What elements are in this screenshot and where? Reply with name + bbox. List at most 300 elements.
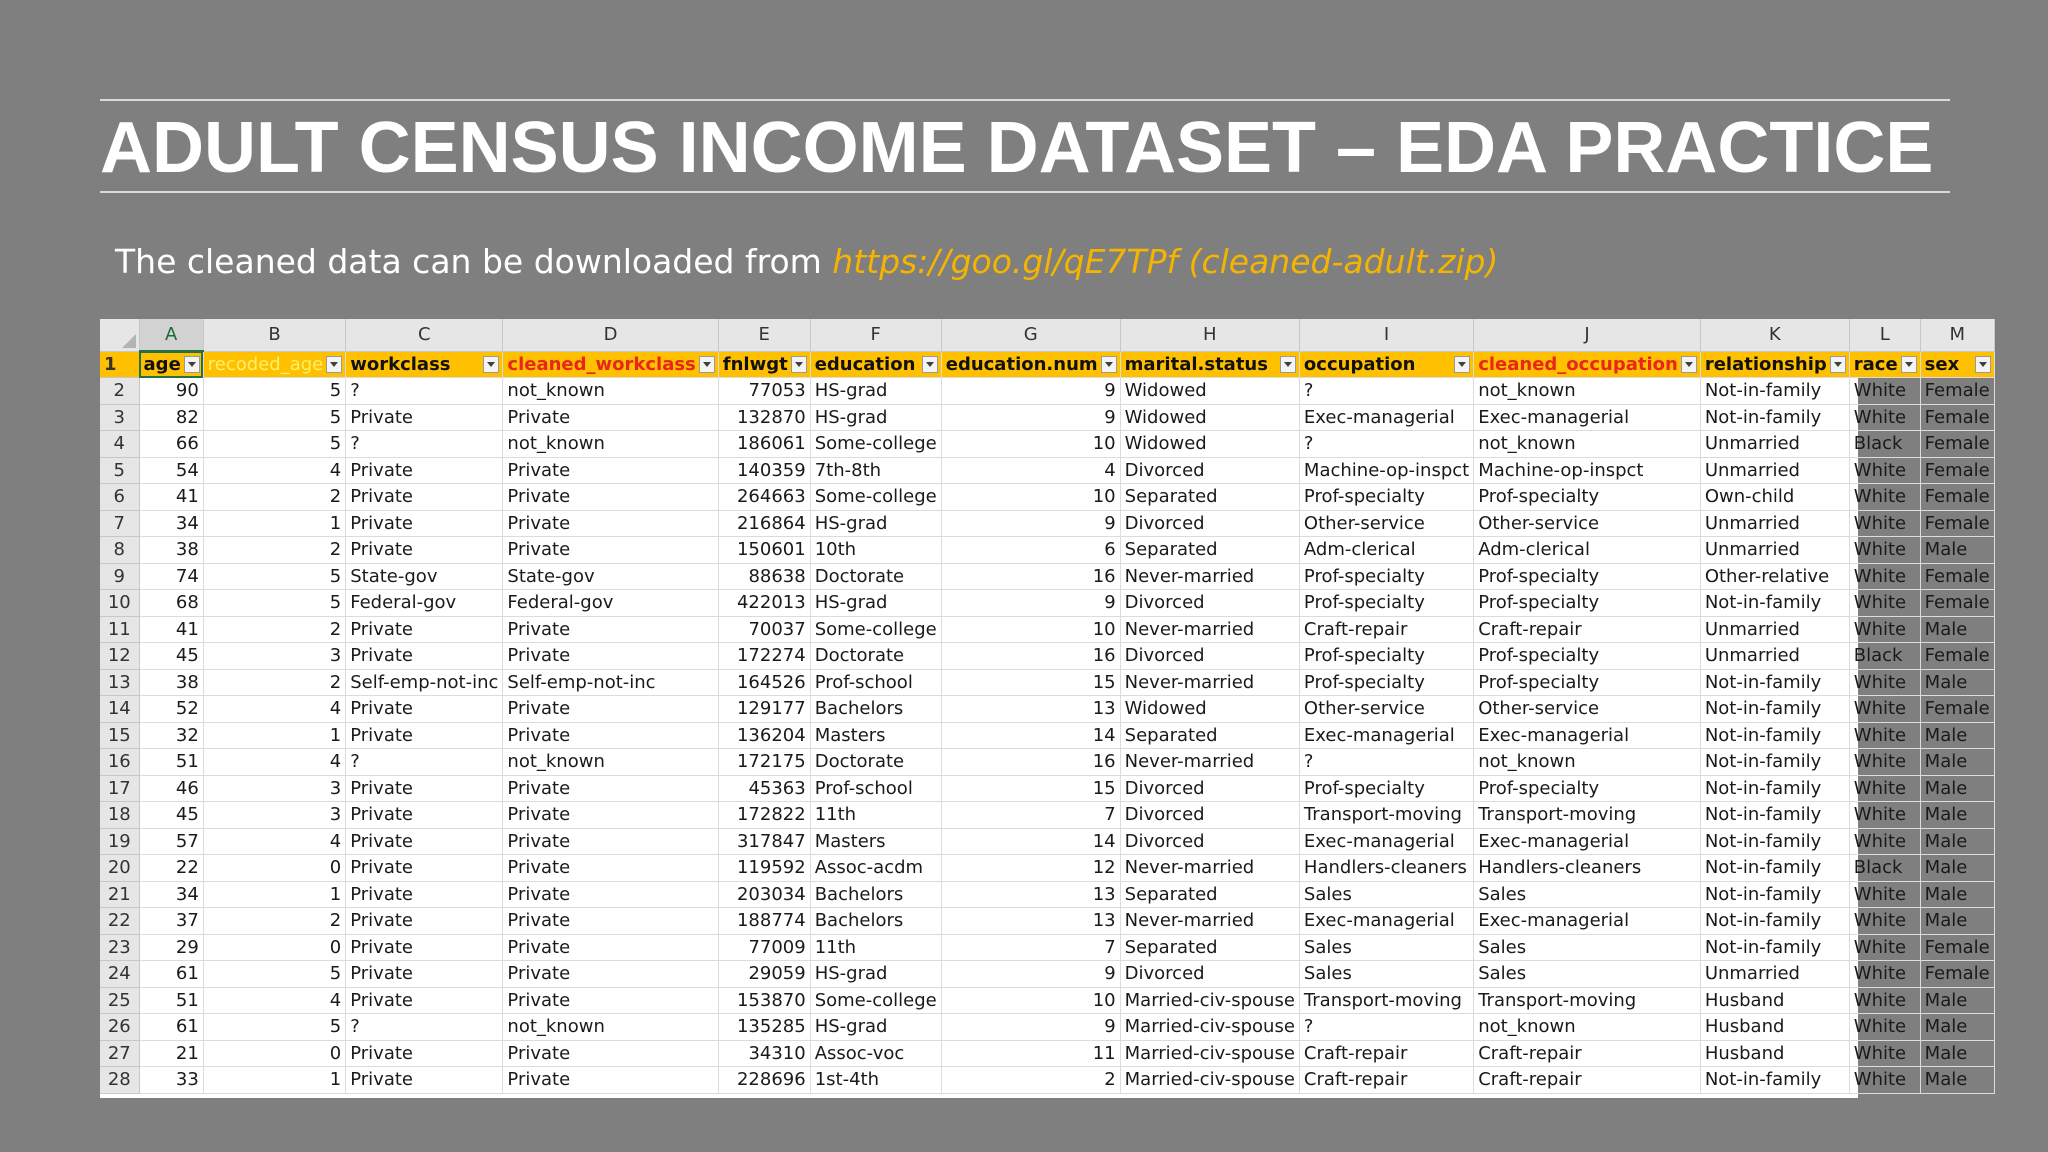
table-cell[interactable]: Married-civ-spouse [1120, 1014, 1299, 1041]
table-cell[interactable]: Male [1920, 987, 1994, 1014]
table-cell[interactable]: Private [503, 881, 718, 908]
table-cell[interactable]: Private [346, 881, 503, 908]
table-cell[interactable]: ? [346, 749, 503, 776]
table-cell[interactable]: Private [503, 457, 718, 484]
table-cell[interactable]: 132870 [718, 404, 810, 431]
table-cell[interactable]: Male [1920, 908, 1994, 935]
table-cell[interactable]: 186061 [718, 431, 810, 458]
header-cell[interactable] [203, 351, 345, 378]
table-cell[interactable]: Sales [1474, 961, 1701, 988]
table-cell[interactable]: 90 [139, 378, 203, 405]
header-cell[interactable] [718, 351, 810, 378]
table-cell[interactable]: Never-married [1120, 908, 1299, 935]
table-cell[interactable]: Male [1920, 616, 1994, 643]
table-cell[interactable]: Private [346, 484, 503, 511]
table-cell[interactable]: not_known [503, 749, 718, 776]
table-cell[interactable]: Female [1920, 431, 1994, 458]
table-cell[interactable]: Female [1920, 563, 1994, 590]
filter-dropdown-button[interactable] [326, 356, 342, 373]
table-cell[interactable]: White [1849, 457, 1920, 484]
table-cell[interactable]: Other-service [1299, 696, 1473, 723]
table-cell[interactable]: 14 [941, 828, 1120, 855]
row-number[interactable]: 27 [100, 1040, 139, 1067]
table-cell[interactable]: HS-grad [810, 510, 941, 537]
table-cell[interactable]: 34 [139, 510, 203, 537]
table-cell[interactable]: 11th [810, 802, 941, 829]
table-cell[interactable]: Husband [1700, 1040, 1849, 1067]
table-cell[interactable]: 10 [941, 987, 1120, 1014]
table-cell[interactable]: Husband [1700, 1014, 1849, 1041]
table-cell[interactable]: Other-service [1474, 510, 1701, 537]
table-cell[interactable]: 45363 [718, 775, 810, 802]
table-cell[interactable]: Separated [1120, 934, 1299, 961]
table-cell[interactable]: Not-in-family [1700, 696, 1849, 723]
table-cell[interactable]: Private [346, 987, 503, 1014]
table-cell[interactable]: Not-in-family [1700, 908, 1849, 935]
table-cell[interactable]: 54 [139, 457, 203, 484]
table-cell[interactable]: Male [1920, 775, 1994, 802]
table-cell[interactable]: Not-in-family [1700, 828, 1849, 855]
table-cell[interactable]: Transport-moving [1474, 802, 1701, 829]
table-cell[interactable]: 9 [941, 590, 1120, 617]
header-cell[interactable] [810, 351, 941, 378]
table-cell[interactable]: 172175 [718, 749, 810, 776]
table-cell[interactable]: White [1849, 749, 1920, 776]
table-cell[interactable]: White [1849, 1067, 1920, 1094]
table-cell[interactable]: Female [1920, 404, 1994, 431]
table-cell[interactable]: 16 [941, 749, 1120, 776]
table-cell[interactable]: Prof-school [810, 669, 941, 696]
table-cell[interactable]: Doctorate [810, 643, 941, 670]
table-cell[interactable]: Not-in-family [1700, 404, 1849, 431]
table-cell[interactable]: Not-in-family [1700, 855, 1849, 882]
table-cell[interactable]: Prof-specialty [1299, 590, 1473, 617]
table-cell[interactable]: Transport-moving [1299, 802, 1473, 829]
table-cell[interactable]: Some-college [810, 987, 941, 1014]
row-number[interactable]: 14 [100, 696, 139, 723]
table-cell[interactable]: Bachelors [810, 881, 941, 908]
table-cell[interactable]: 4 [203, 828, 345, 855]
table-cell[interactable]: Private [503, 934, 718, 961]
table-cell[interactable]: 1 [203, 722, 345, 749]
table-cell[interactable]: Separated [1120, 537, 1299, 564]
table-cell[interactable]: Unmarried [1700, 510, 1849, 537]
filter-dropdown-button[interactable] [483, 356, 499, 373]
table-cell[interactable]: Sales [1299, 881, 1473, 908]
table-cell[interactable]: Divorced [1120, 590, 1299, 617]
table-cell[interactable]: 22 [139, 855, 203, 882]
table-cell[interactable]: 46 [139, 775, 203, 802]
table-cell[interactable]: Black [1849, 855, 1920, 882]
table-cell[interactable]: Divorced [1120, 510, 1299, 537]
table-cell[interactable]: Private [346, 961, 503, 988]
table-cell[interactable]: Private [346, 457, 503, 484]
row-number[interactable]: 25 [100, 987, 139, 1014]
table-cell[interactable]: White [1849, 828, 1920, 855]
column-header[interactable]: G [941, 319, 1120, 351]
table-cell[interactable]: Male [1920, 881, 1994, 908]
table-cell[interactable]: 172822 [718, 802, 810, 829]
table-cell[interactable]: not_known [1474, 1014, 1701, 1041]
table-cell[interactable]: Some-college [810, 616, 941, 643]
table-cell[interactable]: Prof-specialty [1299, 669, 1473, 696]
filter-dropdown-button[interactable] [791, 356, 807, 373]
table-cell[interactable]: 5 [203, 961, 345, 988]
table-cell[interactable]: Private [503, 722, 718, 749]
header-cell[interactable] [1299, 351, 1473, 378]
table-cell[interactable]: Private [346, 722, 503, 749]
table-cell[interactable]: Masters [810, 828, 941, 855]
table-cell[interactable]: Prof-specialty [1474, 590, 1701, 617]
filter-dropdown-button[interactable] [922, 356, 938, 373]
header-cell[interactable] [346, 351, 503, 378]
table-cell[interactable]: Sales [1299, 961, 1473, 988]
table-cell[interactable]: Female [1920, 484, 1994, 511]
table-cell[interactable]: Not-in-family [1700, 934, 1849, 961]
table-cell[interactable]: White [1849, 722, 1920, 749]
table-cell[interactable]: 41 [139, 484, 203, 511]
table-cell[interactable]: 37 [139, 908, 203, 935]
table-cell[interactable]: 3 [203, 643, 345, 670]
table-cell[interactable]: 34310 [718, 1040, 810, 1067]
table-cell[interactable]: Exec-managerial [1299, 404, 1473, 431]
table-cell[interactable]: 2 [203, 669, 345, 696]
table-cell[interactable]: Exec-managerial [1299, 908, 1473, 935]
table-cell[interactable]: Private [346, 908, 503, 935]
column-header[interactable]: C [346, 319, 503, 351]
table-cell[interactable]: 2 [203, 908, 345, 935]
table-cell[interactable]: Transport-moving [1474, 987, 1701, 1014]
table-cell[interactable]: HS-grad [810, 1014, 941, 1041]
row-number[interactable]: 19 [100, 828, 139, 855]
table-cell[interactable]: 6 [941, 537, 1120, 564]
table-cell[interactable]: ? [1299, 1014, 1473, 1041]
table-cell[interactable]: 88638 [718, 563, 810, 590]
table-cell[interactable]: Female [1920, 457, 1994, 484]
table-cell[interactable]: 5 [203, 563, 345, 590]
table-cell[interactable]: Craft-repair [1474, 1040, 1701, 1067]
table-cell[interactable]: Prof-specialty [1299, 643, 1473, 670]
table-cell[interactable]: Sales [1299, 934, 1473, 961]
table-cell[interactable]: Prof-school [810, 775, 941, 802]
table-cell[interactable]: Female [1920, 961, 1994, 988]
table-cell[interactable]: 203034 [718, 881, 810, 908]
table-cell[interactable]: Not-in-family [1700, 749, 1849, 776]
row-number[interactable]: 28 [100, 1067, 139, 1094]
header-cell[interactable] [1700, 351, 1849, 378]
table-cell[interactable]: Female [1920, 934, 1994, 961]
table-cell[interactable]: Sales [1474, 881, 1701, 908]
table-cell[interactable]: Prof-specialty [1474, 563, 1701, 590]
table-cell[interactable]: 136204 [718, 722, 810, 749]
table-cell[interactable]: not_known [1474, 431, 1701, 458]
table-cell[interactable]: 10 [941, 616, 1120, 643]
column-header[interactable]: E [718, 319, 810, 351]
row-number[interactable]: 17 [100, 775, 139, 802]
table-cell[interactable]: 15 [941, 669, 1120, 696]
table-cell[interactable]: 10 [941, 431, 1120, 458]
table-cell[interactable]: 317847 [718, 828, 810, 855]
select-all-corner[interactable] [100, 319, 139, 351]
table-cell[interactable]: Craft-repair [1299, 1040, 1473, 1067]
table-cell[interactable]: White [1849, 987, 1920, 1014]
table-cell[interactable]: Female [1920, 696, 1994, 723]
table-cell[interactable]: Not-in-family [1700, 669, 1849, 696]
table-cell[interactable]: 9 [941, 961, 1120, 988]
table-cell[interactable]: White [1849, 961, 1920, 988]
table-cell[interactable]: HS-grad [810, 378, 941, 405]
table-cell[interactable]: Exec-managerial [1299, 828, 1473, 855]
table-cell[interactable]: 4 [203, 696, 345, 723]
table-cell[interactable]: 0 [203, 934, 345, 961]
table-cell[interactable]: 7th-8th [810, 457, 941, 484]
table-cell[interactable]: 3 [203, 802, 345, 829]
table-cell[interactable]: White [1849, 484, 1920, 511]
table-cell[interactable]: 16 [941, 563, 1120, 590]
table-cell[interactable]: Female [1920, 643, 1994, 670]
table-cell[interactable]: White [1849, 881, 1920, 908]
table-cell[interactable]: 5 [203, 404, 345, 431]
table-cell[interactable]: State-gov [503, 563, 718, 590]
row-number[interactable]: 22 [100, 908, 139, 935]
table-cell[interactable]: Private [346, 616, 503, 643]
table-cell[interactable]: Never-married [1120, 749, 1299, 776]
column-header[interactable]: K [1700, 319, 1849, 351]
table-cell[interactable]: Some-college [810, 484, 941, 511]
table-cell[interactable]: not_known [503, 1014, 718, 1041]
table-cell[interactable]: 45 [139, 802, 203, 829]
table-cell[interactable]: Divorced [1120, 961, 1299, 988]
table-cell[interactable]: 10 [941, 484, 1120, 511]
column-header[interactable]: J [1474, 319, 1701, 351]
table-cell[interactable]: 61 [139, 961, 203, 988]
table-cell[interactable]: Separated [1120, 484, 1299, 511]
table-cell[interactable]: 38 [139, 669, 203, 696]
row-number[interactable]: 3 [100, 404, 139, 431]
table-cell[interactable]: HS-grad [810, 590, 941, 617]
table-cell[interactable]: Exec-managerial [1299, 722, 1473, 749]
table-cell[interactable]: Never-married [1120, 616, 1299, 643]
column-header[interactable]: F [810, 319, 941, 351]
table-cell[interactable]: Private [503, 961, 718, 988]
table-cell[interactable]: 34 [139, 881, 203, 908]
table-cell[interactable]: Unmarried [1700, 537, 1849, 564]
table-cell[interactable]: Self-emp-not-inc [346, 669, 503, 696]
table-cell[interactable]: Machine-op-inspct [1474, 457, 1701, 484]
table-cell[interactable]: 9 [941, 1014, 1120, 1041]
row-number[interactable]: 16 [100, 749, 139, 776]
table-cell[interactable]: Adm-clerical [1474, 537, 1701, 564]
table-cell[interactable]: 1 [203, 1067, 345, 1094]
table-cell[interactable]: Private [503, 908, 718, 935]
table-cell[interactable]: Private [346, 828, 503, 855]
table-cell[interactable]: 12 [941, 855, 1120, 882]
table-cell[interactable]: Never-married [1120, 563, 1299, 590]
table-cell[interactable]: 74 [139, 563, 203, 590]
table-cell[interactable]: Craft-repair [1474, 1067, 1701, 1094]
table-cell[interactable]: Machine-op-inspct [1299, 457, 1473, 484]
table-cell[interactable]: 70037 [718, 616, 810, 643]
table-cell[interactable]: Unmarried [1700, 643, 1849, 670]
table-cell[interactable]: Male [1920, 537, 1994, 564]
column-header[interactable]: I [1299, 319, 1473, 351]
table-cell[interactable]: 82 [139, 404, 203, 431]
table-cell[interactable]: Federal-gov [346, 590, 503, 617]
table-cell[interactable]: 4 [203, 749, 345, 776]
table-cell[interactable]: 7 [941, 802, 1120, 829]
table-cell[interactable]: 29059 [718, 961, 810, 988]
table-cell[interactable]: 1 [203, 510, 345, 537]
table-cell[interactable]: 0 [203, 1040, 345, 1067]
table-cell[interactable]: Bachelors [810, 908, 941, 935]
table-cell[interactable]: 38 [139, 537, 203, 564]
table-cell[interactable]: Private [346, 1040, 503, 1067]
table-cell[interactable]: Black [1849, 431, 1920, 458]
table-cell[interactable]: Married-civ-spouse [1120, 1040, 1299, 1067]
table-cell[interactable]: Private [346, 855, 503, 882]
table-cell[interactable]: Private [503, 1040, 718, 1067]
table-cell[interactable]: Other-service [1299, 510, 1473, 537]
table-cell[interactable]: Not-in-family [1700, 802, 1849, 829]
table-cell[interactable]: Never-married [1120, 669, 1299, 696]
table-cell[interactable]: not_known [503, 378, 718, 405]
row-number[interactable]: 26 [100, 1014, 139, 1041]
table-cell[interactable]: 2 [203, 537, 345, 564]
table-cell[interactable]: Female [1920, 378, 1994, 405]
filter-dropdown-button[interactable] [1454, 356, 1470, 373]
table-cell[interactable]: 29 [139, 934, 203, 961]
table-cell[interactable]: 21 [139, 1040, 203, 1067]
table-cell[interactable]: 51 [139, 987, 203, 1014]
filter-dropdown-button[interactable] [1101, 356, 1117, 373]
table-cell[interactable]: Masters [810, 722, 941, 749]
table-cell[interactable]: Not-in-family [1700, 775, 1849, 802]
table-cell[interactable]: 5 [203, 378, 345, 405]
table-cell[interactable]: 13 [941, 696, 1120, 723]
table-cell[interactable]: Divorced [1120, 643, 1299, 670]
table-cell[interactable]: 9 [941, 404, 1120, 431]
filter-dropdown-button[interactable] [1975, 356, 1991, 373]
table-cell[interactable]: Widowed [1120, 696, 1299, 723]
column-header[interactable]: L [1849, 319, 1920, 351]
table-cell[interactable]: Private [503, 404, 718, 431]
row-number[interactable]: 23 [100, 934, 139, 961]
table-cell[interactable]: Male [1920, 802, 1994, 829]
header-cell[interactable] [503, 351, 718, 378]
table-cell[interactable]: Private [503, 510, 718, 537]
table-cell[interactable]: Other-relative [1700, 563, 1849, 590]
table-cell[interactable]: Prof-specialty [1299, 775, 1473, 802]
table-cell[interactable]: Exec-managerial [1474, 828, 1701, 855]
table-cell[interactable]: Private [503, 802, 718, 829]
table-cell[interactable]: Private [346, 1067, 503, 1094]
table-cell[interactable]: Private [503, 1067, 718, 1094]
table-cell[interactable]: 153870 [718, 987, 810, 1014]
table-cell[interactable]: Married-civ-spouse [1120, 1067, 1299, 1094]
table-cell[interactable]: Never-married [1120, 855, 1299, 882]
table-cell[interactable]: 52 [139, 696, 203, 723]
table-cell[interactable]: Black [1849, 643, 1920, 670]
table-cell[interactable]: Private [346, 404, 503, 431]
filter-dropdown-button[interactable] [699, 356, 715, 373]
table-cell[interactable]: Female [1920, 590, 1994, 617]
download-link[interactable]: https://goo.gl/qE7TPf (cleaned-adult.zip) [832, 242, 1499, 281]
filter-dropdown-button[interactable] [1901, 356, 1917, 373]
table-cell[interactable]: Male [1920, 1040, 1994, 1067]
table-cell[interactable]: White [1849, 802, 1920, 829]
table-cell[interactable]: Private [503, 855, 718, 882]
table-cell[interactable]: White [1849, 590, 1920, 617]
table-cell[interactable]: 140359 [718, 457, 810, 484]
table-cell[interactable]: White [1849, 616, 1920, 643]
table-cell[interactable]: Male [1920, 828, 1994, 855]
filter-dropdown-button[interactable] [1830, 356, 1846, 373]
table-cell[interactable]: Private [503, 828, 718, 855]
table-cell[interactable]: Private [503, 537, 718, 564]
table-cell[interactable]: 129177 [718, 696, 810, 723]
table-cell[interactable]: 3 [203, 775, 345, 802]
table-cell[interactable]: Exec-managerial [1474, 404, 1701, 431]
table-cell[interactable]: Private [503, 696, 718, 723]
table-cell[interactable]: ? [1299, 378, 1473, 405]
table-cell[interactable]: 66 [139, 431, 203, 458]
column-header[interactable]: A [139, 319, 203, 351]
table-cell[interactable]: Unmarried [1700, 431, 1849, 458]
header-cell[interactable] [941, 351, 1120, 378]
table-cell[interactable]: 57 [139, 828, 203, 855]
table-cell[interactable]: Not-in-family [1700, 378, 1849, 405]
table-cell[interactable]: 2 [941, 1067, 1120, 1094]
row-number[interactable]: 13 [100, 669, 139, 696]
row-number[interactable]: 8 [100, 537, 139, 564]
table-cell[interactable]: 5 [203, 431, 345, 458]
table-cell[interactable]: Private [503, 616, 718, 643]
table-cell[interactable]: 32 [139, 722, 203, 749]
table-cell[interactable]: 4 [203, 987, 345, 1014]
table-cell[interactable]: 11 [941, 1040, 1120, 1067]
table-cell[interactable]: Private [346, 696, 503, 723]
table-cell[interactable]: Not-in-family [1700, 722, 1849, 749]
table-cell[interactable]: Unmarried [1700, 457, 1849, 484]
table-cell[interactable]: Adm-clerical [1299, 537, 1473, 564]
table-cell[interactable]: Female [1920, 510, 1994, 537]
row-number[interactable]: 15 [100, 722, 139, 749]
table-cell[interactable]: Self-emp-not-inc [503, 669, 718, 696]
table-cell[interactable]: HS-grad [810, 961, 941, 988]
table-cell[interactable]: Assoc-voc [810, 1040, 941, 1067]
row-number[interactable]: 11 [100, 616, 139, 643]
table-cell[interactable]: 10th [810, 537, 941, 564]
table-cell[interactable]: Male [1920, 1014, 1994, 1041]
table-cell[interactable]: Male [1920, 749, 1994, 776]
row-number[interactable]: 1 [100, 351, 139, 378]
table-cell[interactable]: Prof-specialty [1474, 775, 1701, 802]
table-cell[interactable]: Divorced [1120, 802, 1299, 829]
filter-dropdown-button[interactable] [1280, 356, 1296, 373]
table-cell[interactable]: State-gov [346, 563, 503, 590]
table-cell[interactable]: Male [1920, 855, 1994, 882]
column-header[interactable]: H [1120, 319, 1299, 351]
table-cell[interactable]: ? [1299, 431, 1473, 458]
table-cell[interactable]: 16 [941, 643, 1120, 670]
table-cell[interactable]: Own-child [1700, 484, 1849, 511]
header-cell[interactable] [1474, 351, 1701, 378]
table-cell[interactable]: 188774 [718, 908, 810, 935]
filter-dropdown-button[interactable] [184, 356, 200, 373]
table-cell[interactable]: not_known [1474, 749, 1701, 776]
table-cell[interactable]: 119592 [718, 855, 810, 882]
table-cell[interactable]: Private [503, 775, 718, 802]
